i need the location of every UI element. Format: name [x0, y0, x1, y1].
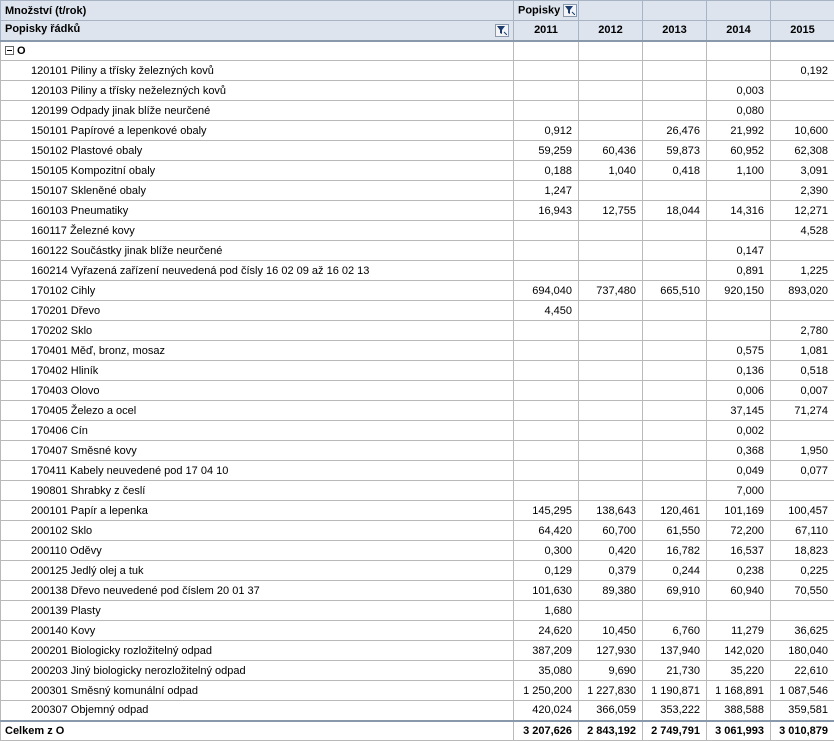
value-cell[interactable]: 60,952	[707, 141, 771, 161]
value-cell[interactable]	[579, 181, 643, 201]
value-cell[interactable]: 1,680	[514, 601, 579, 621]
value-cell[interactable]: 359,581	[771, 701, 834, 721]
value-cell[interactable]: 24,620	[514, 621, 579, 641]
value-cell[interactable]: 694,040	[514, 281, 579, 301]
value-cell[interactable]: 0,891	[707, 261, 771, 281]
value-cell[interactable]: 0,002	[707, 421, 771, 441]
value-cell[interactable]: 142,020	[707, 641, 771, 661]
header-row-labels	[1, 21, 834, 41]
value-cell[interactable]: 0,049	[707, 461, 771, 481]
year-header: 2012	[579, 21, 643, 41]
value-cell[interactable]: 0,136	[707, 361, 771, 381]
value-cell[interactable]	[514, 221, 579, 241]
value-cell[interactable]: 0,006	[707, 381, 771, 401]
value-cell[interactable]	[579, 81, 643, 101]
total-cell[interactable]: 3 207,626	[514, 721, 579, 741]
table-row	[1, 321, 834, 341]
row-label[interactable]: 170202 Sklo	[1, 321, 514, 341]
value-cell[interactable]: 127,930	[579, 641, 643, 661]
value-cell[interactable]	[643, 381, 707, 401]
value-cell[interactable]	[771, 81, 834, 101]
column-filter-icon[interactable]	[563, 4, 577, 17]
value-cell[interactable]	[643, 441, 707, 461]
value-cell[interactable]: 0,244	[643, 561, 707, 581]
table-row	[1, 501, 834, 521]
row-label[interactable]: 160103 Pneumatiky	[1, 201, 514, 221]
table-row	[1, 121, 834, 141]
value-cell[interactable]	[771, 101, 834, 121]
table-row	[1, 161, 834, 181]
row-label[interactable]: 120101 Piliny a třísky železných kovů	[1, 61, 514, 81]
value-cell[interactable]: 1 250,200	[514, 681, 579, 701]
value-cell[interactable]	[643, 421, 707, 441]
value-cell[interactable]	[707, 61, 771, 81]
row-label[interactable]: 170411 Kabely neuvedené pod 17 04 10	[1, 461, 514, 481]
value-cell[interactable]	[514, 321, 579, 341]
table-row	[1, 461, 834, 481]
row-label[interactable]: 190801 Shrabky z česlí	[1, 481, 514, 501]
value-cell[interactable]	[514, 461, 579, 481]
row-label[interactable]: 170402 Hliník	[1, 361, 514, 381]
value-cell[interactable]: 12,755	[579, 201, 643, 221]
table-row	[1, 481, 834, 501]
value-cell[interactable]: 1 227,830	[579, 681, 643, 701]
value-cell[interactable]: 1,225	[771, 261, 834, 281]
value-cell[interactable]: 0,418	[643, 161, 707, 181]
value-cell[interactable]	[579, 301, 643, 321]
value-cell[interactable]	[579, 461, 643, 481]
value-cell[interactable]	[579, 341, 643, 361]
value-cell[interactable]: 137,940	[643, 641, 707, 661]
value-cell[interactable]: 16,782	[643, 541, 707, 561]
year-header: 2011	[514, 21, 579, 41]
value-cell[interactable]	[707, 181, 771, 201]
value-cell[interactable]	[771, 241, 834, 261]
value-cell[interactable]	[643, 601, 707, 621]
value-cell[interactable]: 0,077	[771, 461, 834, 481]
value-cell[interactable]: 0,379	[579, 561, 643, 581]
value-cell[interactable]: 61,550	[643, 521, 707, 541]
value-cell[interactable]	[579, 401, 643, 421]
total-cell[interactable]: 2 843,192	[579, 721, 643, 741]
value-cell[interactable]: 1 190,871	[643, 681, 707, 701]
value-cell[interactable]: 0,188	[514, 161, 579, 181]
value-cell[interactable]: 0,007	[771, 381, 834, 401]
value-cell[interactable]	[707, 221, 771, 241]
value-cell[interactable]: 420,024	[514, 701, 579, 721]
value-cell[interactable]: 1,950	[771, 441, 834, 461]
value-cell[interactable]	[514, 441, 579, 461]
value-cell[interactable]	[643, 301, 707, 321]
grand-total-row	[1, 721, 834, 741]
value-cell[interactable]	[579, 241, 643, 261]
value-cell[interactable]: 89,380	[579, 581, 643, 601]
value-cell[interactable]	[579, 361, 643, 381]
value-cell[interactable]: 35,080	[514, 661, 579, 681]
value-cell[interactable]: 0,300	[514, 541, 579, 561]
total-label: Celkem z O	[1, 721, 514, 741]
value-cell[interactable]: 0,912	[514, 121, 579, 141]
value-cell[interactable]: 353,222	[643, 701, 707, 721]
table-row	[1, 681, 834, 701]
row-label[interactable]: 160122 Součástky jinak blíže neurčené	[1, 241, 514, 261]
value-cell[interactable]	[514, 241, 579, 261]
row-label[interactable]: 200125 Jedlý olej a tuk	[1, 561, 514, 581]
value-cell[interactable]: 1,100	[707, 161, 771, 181]
value-cell[interactable]: 665,510	[643, 281, 707, 301]
value-cell[interactable]	[643, 81, 707, 101]
value-cell[interactable]: 59,873	[643, 141, 707, 161]
row-label[interactable]: 150102 Plastové obaly	[1, 141, 514, 161]
row-label[interactable]: 150101 Papírové a lepenkové obaly	[1, 121, 514, 141]
table-row	[1, 401, 834, 421]
table-row	[1, 341, 834, 361]
value-cell[interactable]	[707, 321, 771, 341]
value-cell[interactable]: 26,476	[643, 121, 707, 141]
value-cell[interactable]: 1 087,546	[771, 681, 834, 701]
value-cell[interactable]	[579, 421, 643, 441]
values-field-label[interactable]: Množství (t/rok)	[1, 1, 514, 21]
value-cell[interactable]: 2,780	[771, 321, 834, 341]
value-cell[interactable]: 16,537	[707, 541, 771, 561]
value-cell[interactable]: 35,220	[707, 661, 771, 681]
value-cell[interactable]: 18,823	[771, 541, 834, 561]
value-cell[interactable]: 60,436	[579, 141, 643, 161]
value-cell[interactable]: 120,461	[643, 501, 707, 521]
value-cell[interactable]: 0,518	[771, 361, 834, 381]
value-cell[interactable]	[707, 301, 771, 321]
value-cell[interactable]: 69,910	[643, 581, 707, 601]
value-cell[interactable]: 36,625	[771, 621, 834, 641]
collapse-minus-icon[interactable]	[5, 46, 14, 55]
value-cell[interactable]	[514, 481, 579, 501]
value-cell[interactable]: 4,528	[771, 221, 834, 241]
value-cell[interactable]: 21,992	[707, 121, 771, 141]
value-cell[interactable]: 101,169	[707, 501, 771, 521]
group-label[interactable]: O	[1, 41, 514, 61]
row-label[interactable]: 170406 Cín	[1, 421, 514, 441]
table-row	[1, 221, 834, 241]
value-cell[interactable]	[579, 441, 643, 461]
value-cell[interactable]	[771, 601, 834, 621]
table-row	[1, 561, 834, 581]
value-cell[interactable]	[643, 361, 707, 381]
value-cell[interactable]	[643, 321, 707, 341]
value-cell[interactable]: 37,145	[707, 401, 771, 421]
row-label[interactable]: 200307 Objemný odpad	[1, 701, 514, 721]
row-label[interactable]: 160117 Železné kovy	[1, 221, 514, 241]
table-row	[1, 641, 834, 661]
value-cell[interactable]	[579, 261, 643, 281]
value-cell[interactable]	[771, 421, 834, 441]
value-cell[interactable]: 10,450	[579, 621, 643, 641]
value-cell[interactable]: 0,238	[707, 561, 771, 581]
table-row	[1, 581, 834, 601]
row-label[interactable]: 200110 Oděvy	[1, 541, 514, 561]
value-cell[interactable]: 0,192	[771, 61, 834, 81]
value-cell[interactable]	[643, 401, 707, 421]
value-cell[interactable]	[643, 101, 707, 121]
value-cell[interactable]	[579, 481, 643, 501]
value-cell[interactable]: 9,690	[579, 661, 643, 681]
value-cell[interactable]: 1,081	[771, 341, 834, 361]
table-row	[1, 281, 834, 301]
column-labels-field[interactable]: Popisky	[514, 1, 579, 21]
value-cell[interactable]: 4,450	[514, 301, 579, 321]
year-header: 2013	[643, 21, 707, 41]
table-row	[1, 601, 834, 621]
value-cell[interactable]	[643, 261, 707, 281]
row-label[interactable]: 150107 Skleněné obaly	[1, 181, 514, 201]
value-cell[interactable]	[514, 101, 579, 121]
value-cell[interactable]	[514, 81, 579, 101]
row-label[interactable]: 120103 Piliny a třísky neželezných kovů	[1, 81, 514, 101]
value-cell[interactable]	[579, 601, 643, 621]
row-label[interactable]: 150105 Kompozitní obaly	[1, 161, 514, 181]
row-label[interactable]: 200139 Plasty	[1, 601, 514, 621]
total-cell[interactable]: 2 749,791	[643, 721, 707, 741]
value-cell[interactable]: 0,368	[707, 441, 771, 461]
value-cell[interactable]	[643, 341, 707, 361]
row-label[interactable]: 170405 Železo a ocel	[1, 401, 514, 421]
value-cell[interactable]: 72,200	[707, 521, 771, 541]
value-cell[interactable]: 0,420	[579, 541, 643, 561]
value-cell[interactable]: 1,247	[514, 181, 579, 201]
value-cell[interactable]	[771, 301, 834, 321]
row-label[interactable]: 200301 Směsný komunální odpad	[1, 681, 514, 701]
value-cell[interactable]	[643, 221, 707, 241]
table-row	[1, 301, 834, 321]
row-label[interactable]: 120199 Odpady jinak blíže neurčené	[1, 101, 514, 121]
value-cell[interactable]: 71,274	[771, 401, 834, 421]
value-cell[interactable]: 0,147	[707, 241, 771, 261]
row-label[interactable]: 200101 Papír a lepenka	[1, 501, 514, 521]
row-label[interactable]: 200203 Jiný biologicky nerozložitelný odpad	[1, 661, 514, 681]
value-cell[interactable]: 64,420	[514, 521, 579, 541]
row-label[interactable]: 160214 Vyřazená zařízení neuvedená pod čísly 16 02 09 až 16 02 13	[1, 261, 514, 281]
value-cell[interactable]: 0,225	[771, 561, 834, 581]
value-cell[interactable]: 7,000	[707, 481, 771, 501]
year-header: 2014	[707, 21, 771, 41]
value-cell[interactable]	[643, 241, 707, 261]
table-row	[1, 141, 834, 161]
value-cell[interactable]: 737,480	[579, 281, 643, 301]
value-cell[interactable]	[643, 481, 707, 501]
value-cell[interactable]: 3,091	[771, 161, 834, 181]
value-cell[interactable]: 388,588	[707, 701, 771, 721]
value-cell[interactable]: 59,259	[514, 141, 579, 161]
value-cell[interactable]: 145,295	[514, 501, 579, 521]
value-cell[interactable]	[707, 601, 771, 621]
group-row	[1, 41, 834, 61]
value-cell[interactable]: 18,044	[643, 201, 707, 221]
value-cell[interactable]	[514, 261, 579, 281]
row-label[interactable]: 200140 Kovy	[1, 621, 514, 641]
value-cell[interactable]: 1,040	[579, 161, 643, 181]
row-label[interactable]: 200201 Biologicky rozložitelný odpad	[1, 641, 514, 661]
row-filter-icon[interactable]	[495, 24, 509, 37]
value-cell[interactable]	[514, 401, 579, 421]
value-cell[interactable]	[643, 61, 707, 81]
row-label[interactable]: 170401 Měď, bronz, mosaz	[1, 341, 514, 361]
value-cell[interactable]: 10,600	[771, 121, 834, 141]
value-cell[interactable]	[579, 61, 643, 81]
value-cell[interactable]	[643, 461, 707, 481]
value-cell[interactable]: 22,610	[771, 661, 834, 681]
header-row-values	[1, 1, 834, 21]
table-row	[1, 201, 834, 221]
table-row	[1, 661, 834, 681]
value-cell[interactable]	[514, 381, 579, 401]
value-cell[interactable]: 0,129	[514, 561, 579, 581]
row-label[interactable]: 170403 Olovo	[1, 381, 514, 401]
value-cell[interactable]: 67,110	[771, 521, 834, 541]
value-cell[interactable]: 0,003	[707, 81, 771, 101]
value-cell[interactable]: 70,550	[771, 581, 834, 601]
value-cell[interactable]: 366,059	[579, 701, 643, 721]
table-row	[1, 241, 834, 261]
value-cell[interactable]: 60,940	[707, 581, 771, 601]
table-row	[1, 621, 834, 641]
value-cell[interactable]	[579, 101, 643, 121]
row-label[interactable]: 170102 Cihly	[1, 281, 514, 301]
table-row	[1, 521, 834, 541]
table-row	[1, 421, 834, 441]
value-cell[interactable]: 12,271	[771, 201, 834, 221]
value-cell[interactable]: 0,575	[707, 341, 771, 361]
value-cell[interactable]	[579, 121, 643, 141]
table-row	[1, 361, 834, 381]
row-labels-field[interactable]: Popisky řádků	[1, 21, 514, 41]
table-row	[1, 541, 834, 561]
table-row	[1, 101, 834, 121]
value-cell[interactable]	[514, 341, 579, 361]
table-row	[1, 701, 834, 721]
total-cell[interactable]: 3 010,879	[771, 721, 834, 741]
table-row	[1, 61, 834, 81]
value-cell[interactable]: 14,316	[707, 201, 771, 221]
value-cell[interactable]: 6,760	[643, 621, 707, 641]
row-label[interactable]: 170407 Směsné kovy	[1, 441, 514, 461]
value-cell[interactable]: 920,150	[707, 281, 771, 301]
value-cell[interactable]: 11,279	[707, 621, 771, 641]
value-cell[interactable]: 180,040	[771, 641, 834, 661]
value-cell[interactable]	[514, 61, 579, 81]
row-label[interactable]: 200102 Sklo	[1, 521, 514, 541]
value-cell[interactable]	[579, 221, 643, 241]
year-header: 2015	[771, 21, 834, 41]
table-row	[1, 381, 834, 401]
value-cell[interactable]: 138,643	[579, 501, 643, 521]
value-cell[interactable]	[579, 381, 643, 401]
value-cell[interactable]	[643, 181, 707, 201]
value-cell[interactable]: 893,020	[771, 281, 834, 301]
row-label[interactable]: 200138 Dřevo neuvedené pod číslem 20 01 37	[1, 581, 514, 601]
value-cell[interactable]	[579, 321, 643, 341]
value-cell[interactable]: 100,457	[771, 501, 834, 521]
value-cell[interactable]: 16,943	[514, 201, 579, 221]
value-cell[interactable]	[514, 421, 579, 441]
total-cell[interactable]: 3 061,993	[707, 721, 771, 741]
table-row	[1, 261, 834, 281]
value-cell[interactable]: 1 168,891	[707, 681, 771, 701]
value-cell[interactable]: 2,390	[771, 181, 834, 201]
value-cell[interactable]: 21,730	[643, 661, 707, 681]
value-cell[interactable]: 62,308	[771, 141, 834, 161]
table-row	[1, 81, 834, 101]
value-cell[interactable]: 101,630	[514, 581, 579, 601]
value-cell[interactable]: 0,080	[707, 101, 771, 121]
table-row	[1, 441, 834, 461]
value-cell[interactable]: 60,700	[579, 521, 643, 541]
table-row	[1, 181, 834, 201]
value-cell[interactable]: 387,209	[514, 641, 579, 661]
value-cell[interactable]	[771, 481, 834, 501]
row-label[interactable]: 170201 Dřevo	[1, 301, 514, 321]
value-cell[interactable]	[514, 361, 579, 381]
